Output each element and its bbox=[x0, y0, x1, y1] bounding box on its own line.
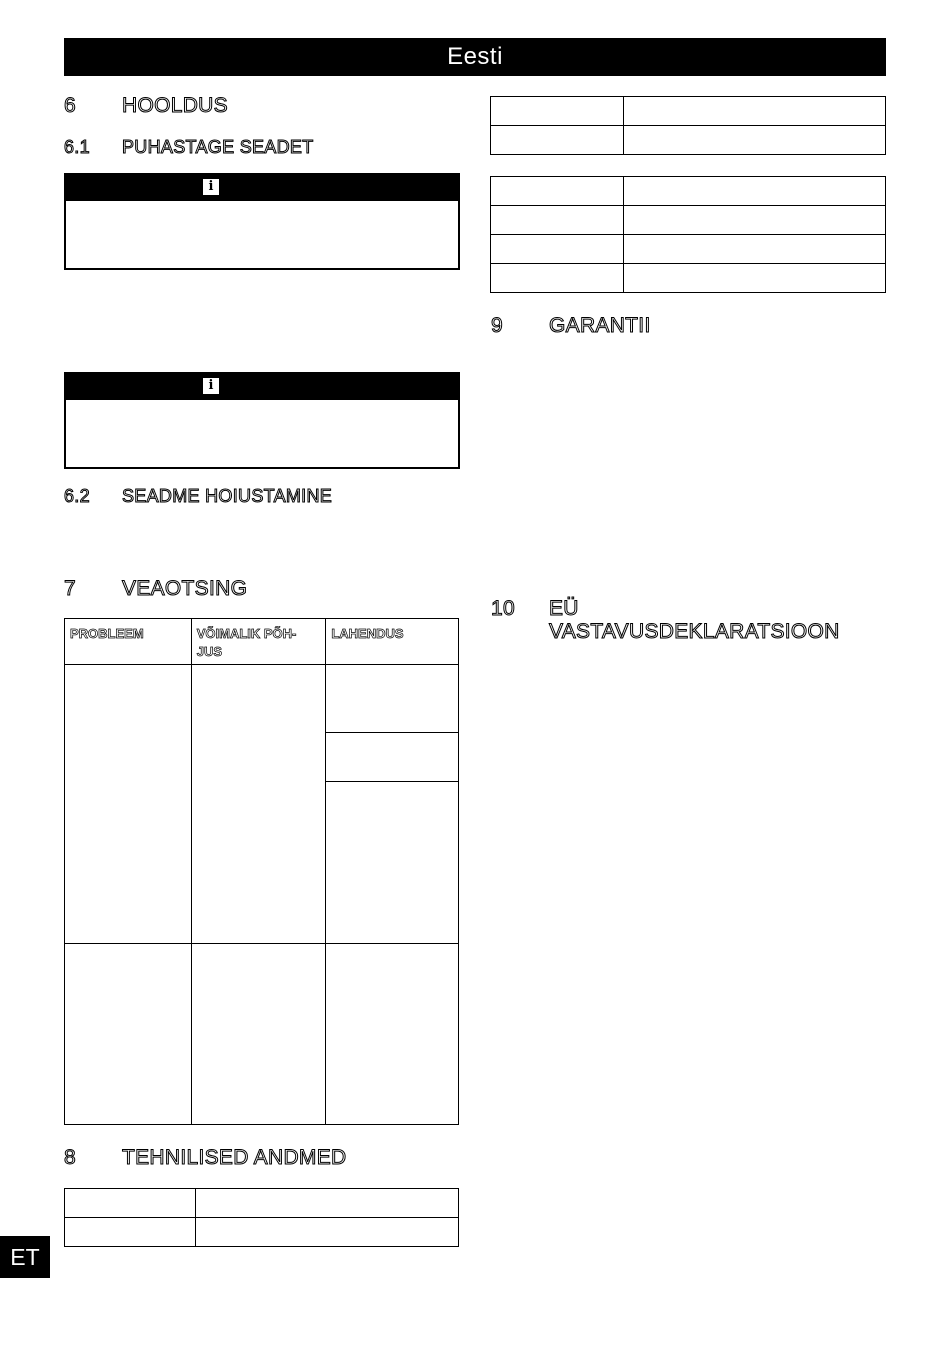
table-cell bbox=[491, 264, 624, 293]
table-cell bbox=[624, 264, 886, 293]
section-title: VEAOTSING bbox=[122, 577, 248, 600]
right-table-1 bbox=[490, 96, 886, 155]
table-cell bbox=[65, 944, 192, 1125]
table-header-row bbox=[65, 619, 459, 665]
table-cell bbox=[326, 733, 459, 782]
table-cell bbox=[65, 1218, 196, 1247]
info-icon: i bbox=[203, 179, 219, 195]
section-number: 6 bbox=[64, 94, 76, 117]
section-number: 6.2 bbox=[64, 486, 90, 506]
info-icon: i bbox=[203, 378, 219, 394]
section-number: 6.1 bbox=[64, 137, 90, 157]
table-cell bbox=[326, 944, 459, 1125]
table-cell bbox=[624, 206, 886, 235]
table-cell bbox=[624, 177, 886, 206]
notice-box bbox=[64, 173, 460, 270]
table-cell bbox=[624, 235, 886, 264]
section-number: 8 bbox=[64, 1146, 76, 1169]
column-header-cause: VÕIMALIK PÕH-JUS bbox=[191, 619, 326, 665]
table-cell bbox=[326, 782, 459, 944]
section-title: TEHNILISED ANDMED bbox=[122, 1146, 347, 1169]
table-row bbox=[65, 944, 459, 1125]
table-cell bbox=[196, 1189, 459, 1218]
column-header-solution: LAHENDUS bbox=[326, 619, 459, 665]
table-cell bbox=[491, 97, 624, 126]
table-row bbox=[491, 206, 886, 235]
table-cell bbox=[65, 665, 192, 944]
table-cell bbox=[326, 665, 459, 733]
technical-data-table bbox=[64, 1188, 459, 1247]
language-banner: Eesti bbox=[64, 38, 886, 76]
section-title: GARANTII bbox=[549, 314, 651, 337]
notice-box bbox=[64, 372, 460, 469]
table-cell bbox=[491, 235, 624, 264]
table-row bbox=[491, 177, 886, 206]
table-cell bbox=[191, 944, 326, 1125]
section-number: 10 bbox=[491, 597, 515, 620]
section-title: HOOLDUS bbox=[122, 94, 228, 117]
table-cell bbox=[491, 206, 624, 235]
table-cell bbox=[624, 97, 886, 126]
table-row bbox=[491, 235, 886, 264]
notice-header-bar bbox=[66, 374, 458, 400]
table-cell bbox=[491, 126, 624, 155]
section-number: 7 bbox=[64, 577, 76, 600]
section-title-line-1: EÜ bbox=[549, 597, 579, 620]
section-title: SEADME HOIUSTAMINE bbox=[122, 486, 333, 506]
table-row bbox=[491, 97, 886, 126]
table-row bbox=[491, 264, 886, 293]
table-row bbox=[65, 1189, 459, 1218]
table-cell bbox=[65, 1189, 196, 1218]
troubleshooting-table bbox=[64, 618, 459, 1125]
table-cell bbox=[191, 665, 326, 944]
section-title-line-2: VASTAVUSDEKLARATSIOON bbox=[549, 620, 840, 643]
right-table-2 bbox=[490, 176, 886, 293]
table-cell bbox=[196, 1218, 459, 1247]
notice-header-bar bbox=[66, 175, 458, 201]
table-row bbox=[491, 126, 886, 155]
column-header-problem: PROBLEEM bbox=[65, 619, 192, 665]
section-title: PUHASTAGE SEADET bbox=[122, 137, 314, 157]
table-row bbox=[65, 665, 459, 733]
language-side-tab: ET bbox=[0, 1236, 50, 1278]
table-row bbox=[65, 1218, 459, 1247]
section-number: 9 bbox=[491, 314, 503, 337]
table-cell bbox=[624, 126, 886, 155]
table-cell bbox=[491, 177, 624, 206]
